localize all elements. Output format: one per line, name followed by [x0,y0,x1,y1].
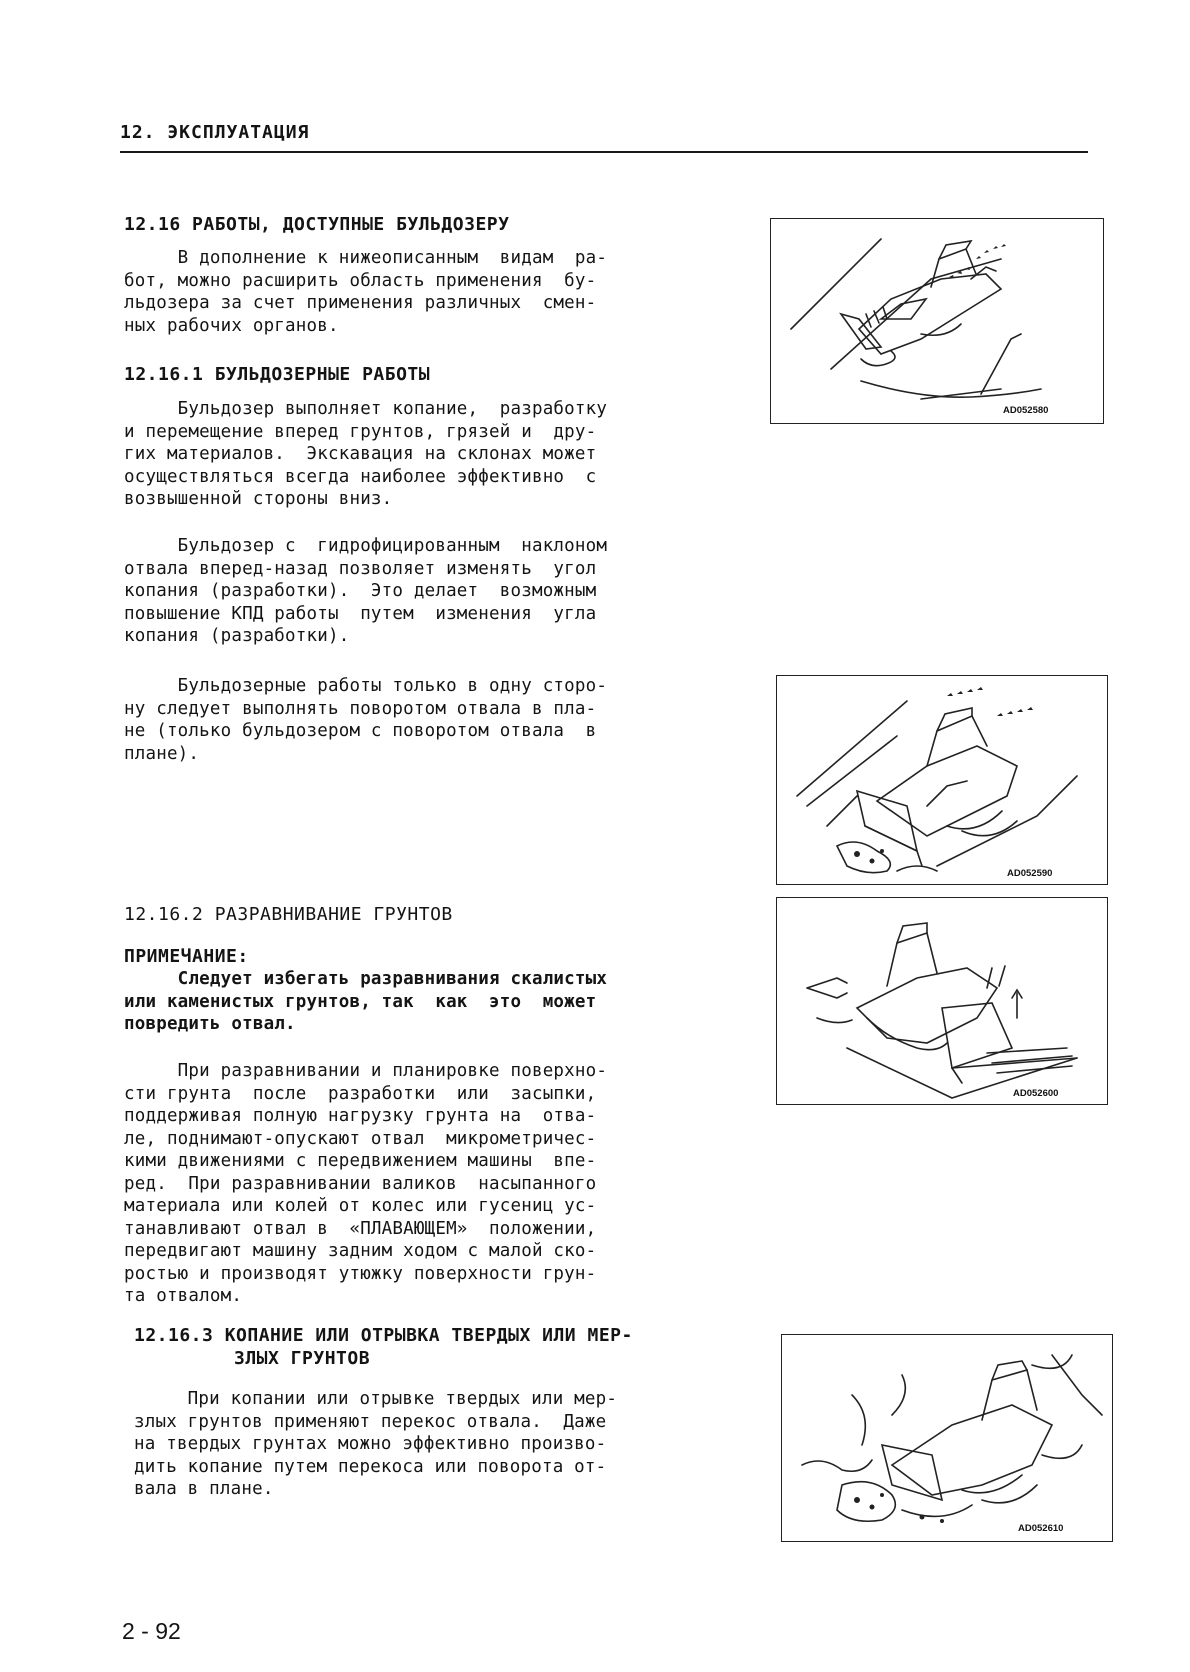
section-12-16-3-title-line1: 12.16.3 КОПАНИЕ ИЛИ ОТРЫВКА ТВЕРДЫХ ИЛИ МЕР- [134,1325,633,1346]
figure-bulldozer-leveling [776,897,1108,1105]
note-text: Следует избегать разравнивания скалистых или каменистых грунтов, так как это может повредить отвал. [124,969,608,1034]
bulldozer-angled-blade-illustration-icon [777,676,1107,884]
page-number: 2 - 92 [122,1618,181,1644]
section-12-16-paragraph: В дополнение к нижеописанным видам ра- бот, можно расширить область применения бу- льдозера за счет применения различных смен- ных рабочих органов. [124,248,608,336]
section-12-16-3-paragraph: При копании или отрывке твердых или мер- злых грунтов применяют перекос отвала. Даже на твердых грунтах можно эффективно произво- дить копание путем перекоса или поворота от- вала в плане. [134,1389,618,1499]
bulldozer-slope-illustration-icon [771,219,1103,423]
section-12-16-3-title-line2: ЗЛЫХ ГРУНТОВ [234,1348,371,1369]
figure-bulldozer-slope [770,218,1104,424]
note-label: ПРИМЕЧАНИЕ: [124,946,249,967]
page-header-title: 12. ЭКСПЛУАТАЦИЯ [120,122,310,143]
section-12-16-1-paragraph-3: Бульдозерные работы только в одну сторо- ну следует выполнять поворотом отвала в пла- не (только бульдозером с поворотом отвала в плане). [124,676,608,764]
figure-2-code: AD052590 [1007,868,1053,879]
section-12-16-2-paragraph: При разравнивании и планировке поверхно- сти грунта после разработки или засыпки, поддерживая полную нагрузку грунта на отва- ле, поднимают-опускают отвал микрометричес- кими движениями с передвижением машины впе- ред. При разравнивании валиков насыпанного материала или колей от колес или гусениц ус- танавливают отвал в «ПЛАВАЮЩЕМ» положении, передвигают машину задним ходом с малой ско- ростью и производят утюжку поверхности грун- та отвалом. [124,1061,608,1306]
section-12-16-title: 12.16 РАБОТЫ, ДОСТУПНЫЕ БУЛЬДОЗЕРУ [124,214,510,235]
section-12-16-2-title: 12.16.2 РАЗРАВНИВАНИЕ ГРУНТОВ [124,904,453,925]
figure-bulldozer-angled-blade [776,675,1108,885]
header-rule [120,151,1088,153]
figure-3-code: AD052600 [1013,1088,1059,1099]
figure-bulldozer-ripping [781,1334,1113,1542]
figure-4-code: AD052610 [1018,1523,1064,1534]
section-12-16-1-paragraph-1: Бульдозер выполняет копание, разработку и перемещение вперед грунтов, грязей и дру- гих материалов. Экскавация на склонах может осуществляться всегда наиболее эффективно с возвышенной стороны вниз. [124,399,608,509]
figure-1-code: AD052580 [1003,405,1049,416]
section-12-16-1-paragraph-2: Бульдозер с гидрофицированным наклоном отвала вперед-назад позволяет изменять угол копания (разработки). Это делает возможным повышение КПД работы путем изменения угла копания (разработки). [124,536,608,646]
section-12-16-1-title: 12.16.1 БУЛЬДОЗЕРНЫЕ РАБОТЫ [124,364,431,385]
bulldozer-ripping-illustration-icon [782,1335,1112,1541]
bulldozer-leveling-illustration-icon [777,898,1107,1104]
